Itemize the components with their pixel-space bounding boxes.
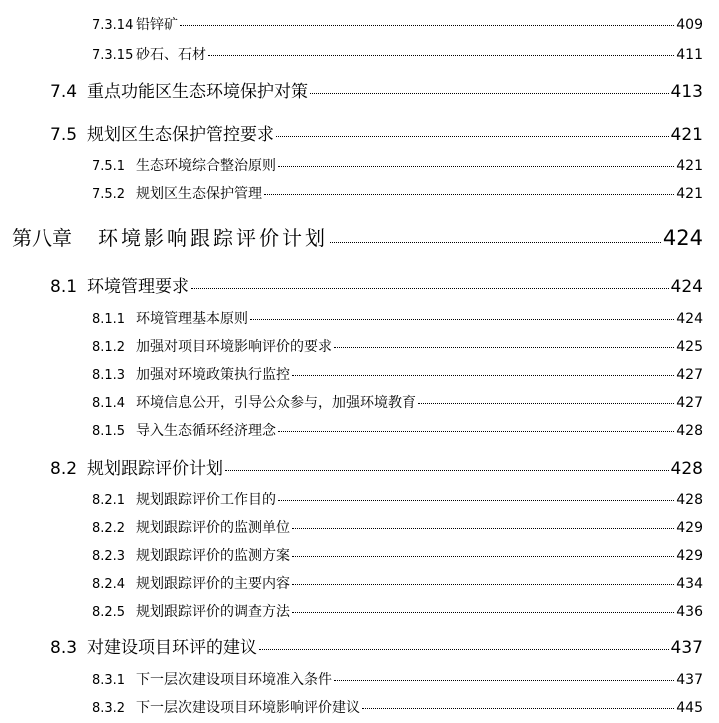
entry-title: 规划跟踪评价的监测单位	[136, 520, 290, 536]
dot-leader	[276, 136, 669, 137]
entry-number: 8.3.1	[92, 673, 126, 688]
dot-leader	[191, 288, 669, 289]
toc-entry[interactable]	[0, 364, 719, 384]
toc-entry[interactable]	[0, 14, 719, 34]
entry-title: 铅锌矿	[136, 17, 178, 33]
entry-number: 8.1	[50, 277, 78, 297]
entry-number: 7.3.14	[92, 18, 134, 33]
chapter-title: 环境影响跟踪评价计划	[98, 226, 328, 250]
entry-number: 8.1.1	[92, 312, 126, 327]
toc-entry[interactable]	[0, 669, 719, 689]
dot-leader	[362, 708, 674, 709]
dot-leader	[292, 528, 674, 529]
toc-entry[interactable]	[0, 697, 719, 717]
entry-number: 8.2.5	[92, 605, 126, 620]
toc-entry[interactable]	[0, 633, 719, 658]
chapter-number: 第八章	[12, 226, 72, 250]
entry-page: 427	[676, 395, 703, 411]
entry-title: 砂石、石材	[136, 47, 206, 63]
entry-title: 环境信息公开，引导公众参与，加强环境教育	[136, 395, 416, 411]
entry-page: 437	[670, 638, 703, 658]
dot-leader	[292, 612, 674, 613]
entry-page: 424	[662, 226, 703, 250]
entry-page: 411	[676, 47, 703, 63]
dot-leader	[208, 55, 674, 56]
toc-entry[interactable]	[0, 336, 719, 356]
entry-title: 规划跟踪评价的调查方法	[136, 604, 290, 620]
entry-page: 429	[676, 520, 703, 536]
dot-leader	[278, 500, 674, 501]
dot-leader	[259, 649, 669, 650]
entry-number: 8.2.4	[92, 577, 126, 592]
entry-page: 429	[676, 548, 703, 564]
entry-page: 445	[676, 700, 703, 716]
toc-entry[interactable]	[0, 489, 719, 509]
entry-page: 428	[676, 423, 703, 439]
entry-page: 424	[670, 277, 703, 297]
entry-number: 8.1.3	[92, 368, 126, 383]
toc-entry[interactable]	[0, 392, 719, 412]
dot-leader	[310, 93, 669, 94]
dot-leader	[180, 25, 674, 26]
entry-page: 424	[676, 311, 703, 327]
entry-title: 重点功能区生态环境保护对策	[87, 82, 308, 102]
entry-number: 8.3	[50, 638, 78, 658]
entry-title: 规划跟踪评价计划	[87, 459, 223, 479]
entry-title: 对建设项目环评的建议	[87, 638, 257, 658]
toc-entry[interactable]	[0, 183, 719, 203]
toc-entry[interactable]	[0, 272, 719, 297]
entry-page: 421	[676, 186, 703, 202]
toc-entry[interactable]	[0, 120, 719, 145]
entry-page: 437	[676, 672, 703, 688]
toc-entry[interactable]	[0, 601, 719, 621]
dot-leader	[330, 242, 661, 243]
entry-number: 7.5.2	[92, 187, 126, 202]
entry-page: 436	[676, 604, 703, 620]
entry-page: 428	[676, 492, 703, 508]
entry-number: 7.3.15	[92, 48, 134, 63]
entry-number: 8.1.5	[92, 424, 126, 439]
entry-title: 环境管理基本原则	[136, 311, 248, 327]
entry-number: 8.1.4	[92, 396, 126, 411]
entry-page: 434	[676, 576, 703, 592]
dot-leader	[225, 470, 669, 471]
entry-page: 421	[676, 158, 703, 174]
dot-leader	[334, 347, 674, 348]
entry-title: 规划区生态保护管控要求	[87, 125, 274, 145]
dot-leader	[292, 556, 674, 557]
entry-title: 规划跟踪评价工作目的	[136, 492, 276, 508]
toc-chapter[interactable]	[0, 222, 719, 251]
toc-entry[interactable]	[0, 77, 719, 102]
dot-leader	[250, 319, 674, 320]
toc-entry[interactable]	[0, 420, 719, 440]
entry-title: 导入生态循环经济理念	[136, 423, 276, 439]
toc-entry[interactable]	[0, 517, 719, 537]
entry-title: 环境管理要求	[87, 277, 189, 297]
toc-entry[interactable]	[0, 308, 719, 328]
entry-number: 8.2	[50, 459, 78, 479]
entry-title: 规划跟踪评价的监测方案	[136, 548, 290, 564]
dot-leader	[292, 375, 674, 376]
dot-leader	[278, 431, 674, 432]
entry-number: 8.1.2	[92, 340, 126, 355]
toc-entry[interactable]	[0, 155, 719, 175]
entry-number: 7.4	[50, 82, 78, 102]
entry-number: 8.2.1	[92, 493, 126, 508]
entry-number: 7.5.1	[92, 159, 126, 174]
entry-number: 7.5	[50, 125, 78, 145]
entry-title: 规划区生态保护管理	[136, 186, 262, 202]
entry-page: 427	[676, 367, 703, 383]
entry-title: 规划跟踪评价的主要内容	[136, 576, 290, 592]
dot-leader	[334, 680, 674, 681]
dot-leader	[278, 166, 674, 167]
toc-entry[interactable]	[0, 545, 719, 565]
entry-page: 421	[670, 125, 703, 145]
entry-page: 428	[670, 459, 703, 479]
entry-page: 413	[670, 82, 703, 102]
dot-leader	[292, 584, 674, 585]
dot-leader	[418, 403, 674, 404]
toc-entry[interactable]	[0, 573, 719, 593]
entry-title: 下一层次建设项目环境准入条件	[136, 672, 332, 688]
entry-title: 生态环境综合整治原则	[136, 158, 276, 174]
toc-entry[interactable]	[0, 44, 719, 64]
entry-page: 409	[676, 17, 703, 33]
dot-leader	[264, 194, 674, 195]
entry-number: 8.2.2	[92, 521, 126, 536]
entry-number: 8.2.3	[92, 549, 126, 564]
entry-title: 加强对环境政策执行监控	[136, 367, 290, 383]
entry-title: 下一层次建设项目环境影响评价建议	[136, 700, 360, 716]
toc-entry[interactable]	[0, 454, 719, 479]
entry-number: 8.3.2	[92, 701, 126, 716]
entry-title: 加强对项目环境影响评价的要求	[136, 339, 332, 355]
entry-page: 425	[676, 339, 703, 355]
